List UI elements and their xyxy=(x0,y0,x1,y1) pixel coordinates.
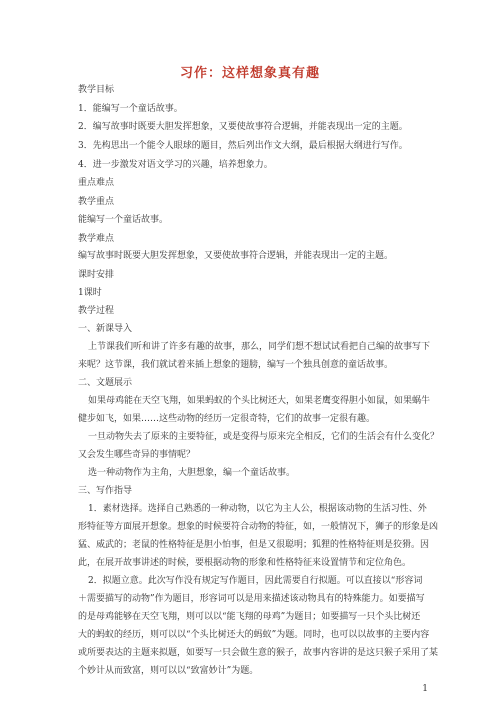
text-line: 重点难点 xyxy=(78,178,115,188)
text-line: 健步如飞，如果……这些动物的经历一定很奇特，它们的故事一定很有趣。 xyxy=(78,414,376,424)
text-line: 二、文题展示 xyxy=(78,378,133,388)
text-line: 个妙计从而致富，则可以以“致富妙计”为题。 xyxy=(78,666,259,676)
text-line: 2．拟题立意。此次写作没有规定写作题目，因此需要自行拟题。可以直接以“形容词 xyxy=(88,576,423,586)
text-line: 能编写一个童话故事。 xyxy=(78,215,169,225)
text-line: 又会发生哪些奇异的事情呢？ xyxy=(78,450,196,460)
text-line: 2．编写故事时既要大胆发挥想象，又要使故事符合逻辑，并能表现出一定的主题。 xyxy=(78,122,408,132)
text-line: 猛、威武的；老鼠的性格特征是胆小怕事，但是又很聪明；狐狸的性格特征则是狡猾。因 xyxy=(78,540,430,550)
text-line: 如果母鸡能在天空飞翔，如果蚂蚁的个头比树还大，如果老鹰变得胆小如鼠，如果蜗牛 xyxy=(88,396,431,406)
text-line: 一、新课导入 xyxy=(78,324,133,334)
text-line: 此，在展开故事讲述的时候，要根据动物的形象和性格特征来设置情节和定位角色。 xyxy=(78,558,412,568)
text-line: 一旦动物失去了原来的主要特征，或是变得与原来完全相反，它们的生活会有什么变化？ xyxy=(88,432,440,442)
text-line: 编写故事时既要大胆发挥想象，又要使故事符合逻辑，并能表现出一定的主题。 xyxy=(78,251,394,261)
page-number: 1 xyxy=(422,684,428,694)
text-line: 形特征等方面展开想象。想象的时候要符合动物的特征，如，一般情况下，狮子的形象是凶 xyxy=(78,522,439,532)
text-line: 1课时 xyxy=(78,288,102,298)
text-line: 教学目标 xyxy=(78,85,115,95)
text-line: 教学难点 xyxy=(78,234,115,244)
text-line: 教学过程 xyxy=(78,306,115,316)
text-line: 1．素材选择。选择自己熟悉的一种动物，以它为主人公，根据该动物的生活习性、外 xyxy=(88,504,427,514)
text-line: 三、写作指导 xyxy=(78,486,133,496)
text-line: ＋需要描写的动物”作为题目，形容词可以是用来描述该动物具有的特殊能力。如要描写 xyxy=(78,594,425,604)
text-line: 教学重点 xyxy=(78,197,115,207)
text-line: 选一种动物作为主角，大胆想象，编一个童话故事。 xyxy=(88,468,296,478)
text-line: 来呢？这节课，我们就试着来插上想象的翅膀，编写一个独具创意的童话故事。 xyxy=(78,360,394,370)
text-line: 大的蚂蚁的经历，则可以以“个头比树还大的蚂蚁”为题。同时，也可以以故事的主要内容 xyxy=(78,630,430,640)
text-line: 3．先构思出一个能令人眼球的题目，然后列出作文大纲，最后根据大纲进行写作。 xyxy=(78,141,408,151)
document-title: 习作：这样想象真有趣 xyxy=(179,66,320,81)
text-line: 1．能编写一个童话故事。 xyxy=(78,104,183,114)
text-line: 课时安排 xyxy=(78,270,115,280)
text-line: 的是母鸡能够在天空飞翔，则可以以“能飞翔的母鸡”为题目；如要描写一只个头比树还 xyxy=(78,612,421,622)
text-line: 4．进一步激发对语文学习的兴趣，培养想象力。 xyxy=(78,160,273,170)
text-line: 上节课我们听和讲了许多有趣的故事，那么，同学们想不想试试看把自己编的故事写下 xyxy=(88,342,431,352)
text-line: 或所要表达的主题来拟题，如要写一只会做生意的猴子，故事内容讲的是这只猴子采用了某 xyxy=(78,648,439,658)
